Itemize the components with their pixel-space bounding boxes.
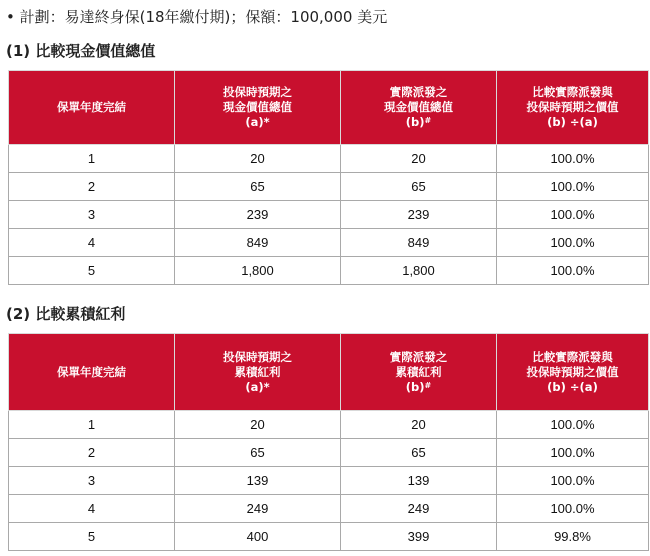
header-line: 累積紅利	[395, 364, 442, 379]
cell-expected: 65	[175, 173, 341, 201]
table-row	[9, 467, 649, 495]
cell-year: 4	[9, 495, 175, 523]
header-line: (a)*	[245, 115, 270, 129]
header-line-text: (b)	[405, 115, 425, 129]
cell-year: 2	[9, 439, 175, 467]
cell-ratio: 100.0%	[497, 257, 649, 285]
cell-actual: 1,800	[341, 257, 497, 285]
section-title-accumulated-bonus: (2) 比較累積紅利	[6, 305, 126, 323]
cell-ratio: 99.8%	[497, 523, 649, 551]
cell-expected: 239	[175, 201, 341, 229]
cell-expected: 20	[175, 411, 341, 439]
table-row	[9, 439, 649, 467]
cell-actual: 65	[341, 439, 497, 467]
header-actual-value	[341, 334, 497, 411]
cell-actual: 65	[341, 173, 497, 201]
table-row	[9, 145, 649, 173]
header-expected-value	[175, 71, 341, 145]
cell-ratio: 100.0%	[497, 229, 649, 257]
cash-value-comparison-table	[8, 70, 649, 285]
header-ratio	[497, 71, 649, 145]
header-expected-value	[175, 334, 341, 411]
header-line: 現金價值總值	[384, 100, 453, 114]
table-header-row	[9, 71, 649, 145]
cell-ratio: 100.0%	[497, 145, 649, 173]
cell-actual: 249	[341, 495, 497, 523]
cell-expected: 849	[175, 229, 341, 257]
table-row	[9, 411, 649, 439]
cell-year: 4	[9, 229, 175, 257]
cell-ratio: 100.0%	[497, 439, 649, 467]
cell-expected: 20	[175, 145, 341, 173]
header-policy-year-end	[9, 334, 175, 411]
header-line	[345, 380, 492, 395]
cell-year: 3	[9, 201, 175, 229]
accumulated-bonus-comparison-table	[8, 333, 649, 551]
header-line: 現金價值總值	[223, 100, 292, 114]
header-line: 實際派發之	[389, 349, 448, 364]
cell-year: 1	[9, 411, 175, 439]
header-line: 比較實際派發與	[532, 85, 613, 99]
header-actual-value	[341, 71, 497, 145]
cell-year: 5	[9, 523, 175, 551]
footnote-marker: #	[424, 380, 432, 390]
table-row	[9, 523, 649, 551]
table-row	[9, 201, 649, 229]
cell-actual: 239	[341, 201, 497, 229]
header-line-text: (b)	[405, 379, 425, 394]
cell-ratio: 100.0%	[497, 201, 649, 229]
cell-actual: 139	[341, 467, 497, 495]
header-line: 投保時預期之價值	[526, 100, 619, 114]
header-policy-year-end	[9, 71, 175, 145]
header-label: 保單年度完結	[57, 100, 126, 114]
header-label: 保單年度完結	[57, 364, 126, 379]
header-line: (a)*	[245, 379, 270, 394]
header-line: 累積紅利	[234, 364, 281, 379]
cell-year: 2	[9, 173, 175, 201]
cell-year: 5	[9, 257, 175, 285]
cell-actual: 20	[341, 145, 497, 173]
cell-ratio: 100.0%	[497, 173, 649, 201]
section-title-cash-value: (1) 比較現金價值總值	[6, 42, 156, 60]
table-row	[9, 495, 649, 523]
cell-year: 3	[9, 467, 175, 495]
cell-actual: 20	[341, 411, 497, 439]
cell-ratio: 100.0%	[497, 411, 649, 439]
header-line: 投保時預期之價值	[526, 364, 619, 379]
cell-expected: 65	[175, 439, 341, 467]
cell-year: 1	[9, 145, 175, 173]
cell-ratio: 100.0%	[497, 467, 649, 495]
plan-summary-line: • 計劃：易達終身保(18年繳付期)；保額：100,000 美元	[6, 8, 388, 26]
cell-expected: 249	[175, 495, 341, 523]
table-header-row	[9, 334, 649, 411]
cell-actual: 399	[341, 523, 497, 551]
table-row	[9, 173, 649, 201]
table-row	[9, 257, 649, 285]
header-ratio	[497, 334, 649, 411]
header-line: 實際派發之	[389, 85, 448, 99]
cell-expected: 139	[175, 467, 341, 495]
header-line: 投保時預期之	[223, 85, 292, 99]
header-line: (b) ÷(a)	[547, 379, 598, 394]
header-line	[345, 115, 492, 130]
cell-expected: 1,800	[175, 257, 341, 285]
header-line: (b) ÷(a)	[547, 115, 598, 129]
cell-expected: 400	[175, 523, 341, 551]
cell-actual: 849	[341, 229, 497, 257]
cell-ratio: 100.0%	[497, 495, 649, 523]
header-line: 投保時預期之	[223, 349, 292, 364]
table-row	[9, 229, 649, 257]
footnote-marker: #	[424, 116, 432, 125]
header-line: 比較實際派發與	[532, 349, 613, 364]
